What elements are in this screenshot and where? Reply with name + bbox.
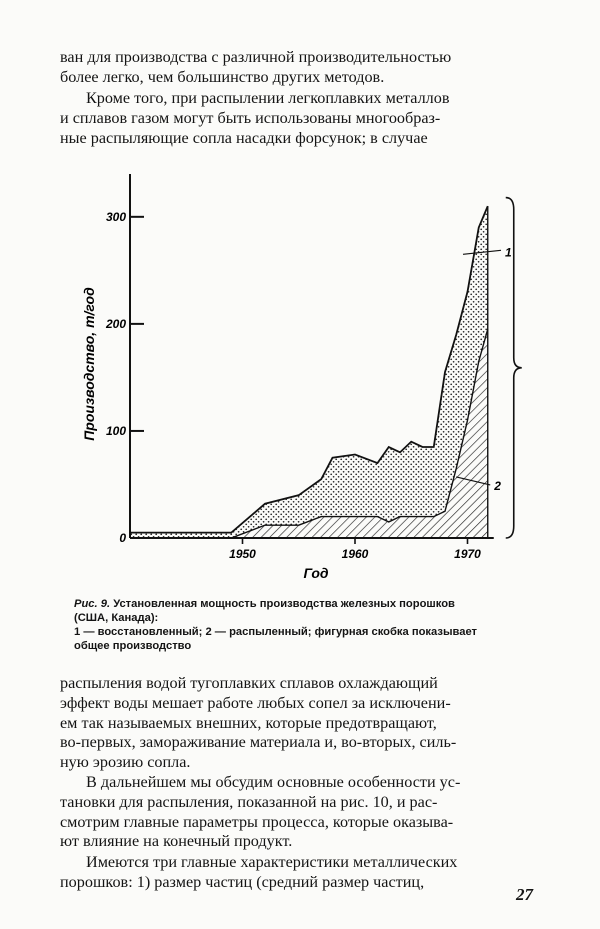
text-line: ную эрозию сопла.: [60, 753, 191, 772]
text-line: тановки для распыления, показанной на рис. 10, и рас-: [60, 792, 438, 811]
text-line: смотрим главные параметры процесса, которые оказыва-: [60, 812, 454, 831]
text-line: ют влияние на конечный продукт.: [60, 832, 293, 851]
y-tick-label: 100: [105, 423, 126, 438]
text-line: ван для производства с различной производительностью: [60, 48, 452, 66]
text-line: ные распыляющие сопла насадки форсунок; в случае: [60, 128, 428, 147]
series-2-label: 2: [494, 478, 501, 493]
figure-title-cont: (США, Канада):: [74, 611, 159, 624]
x-tick-label: 1960: [341, 547, 369, 561]
legend-line: общее производство: [74, 639, 192, 652]
figure-label: Рис. 9.: [74, 598, 111, 610]
text-line: во-первых, замораживание материала и, во-вторых, силь-: [60, 733, 457, 752]
paragraph-1: [60, 48, 546, 88]
text-line: В дальнейшем мы обсудим основные особенности ус-: [86, 773, 461, 791]
text-line: более легко, чем большинство других методов.: [60, 67, 385, 86]
paragraph-3: [60, 674, 546, 773]
figure-caption: [74, 598, 544, 625]
paragraph-5: [60, 853, 546, 893]
figure-legend: [74, 626, 544, 653]
x-tick-label: 1970: [454, 547, 481, 561]
x-tick-label: 1950: [229, 547, 256, 561]
paragraph-4: [60, 773, 546, 852]
figure-title: Установленная мощность производства железных порошков: [113, 598, 455, 610]
paragraph-2: [60, 89, 546, 148]
production-chart: [70, 168, 510, 588]
y-tick-label: 300: [105, 209, 126, 224]
x-axis-title: Год: [303, 565, 329, 581]
text-line: Имеются три главные характеристики металлических: [86, 853, 458, 871]
text-line: распыления водой тугоплавких сплавов охлаждающий: [60, 674, 438, 692]
text-line: Кроме того, при распылении легкоплавких металлов: [86, 89, 450, 107]
series-1-label: 1: [505, 245, 512, 260]
text-line: порошков: 1) размер частиц (средний размер частиц,: [60, 872, 425, 891]
text-line: ем так называемых внешних, которые предотвращают,: [60, 713, 437, 732]
page-number: 27: [516, 885, 533, 904]
legend-line: 1 — восстановленный; 2 — распыленный; фигурная скобка показывает: [74, 626, 478, 638]
text-line: эффект воды мешает работе любых сопел за исключени-: [60, 693, 451, 712]
y-tick-label: 0: [119, 531, 126, 545]
y-axis-title: Производство, т/год: [81, 287, 97, 441]
text-line: и сплавов газом могут быть использованы многообраз-: [60, 108, 441, 127]
y-tick-label: 200: [105, 316, 126, 331]
